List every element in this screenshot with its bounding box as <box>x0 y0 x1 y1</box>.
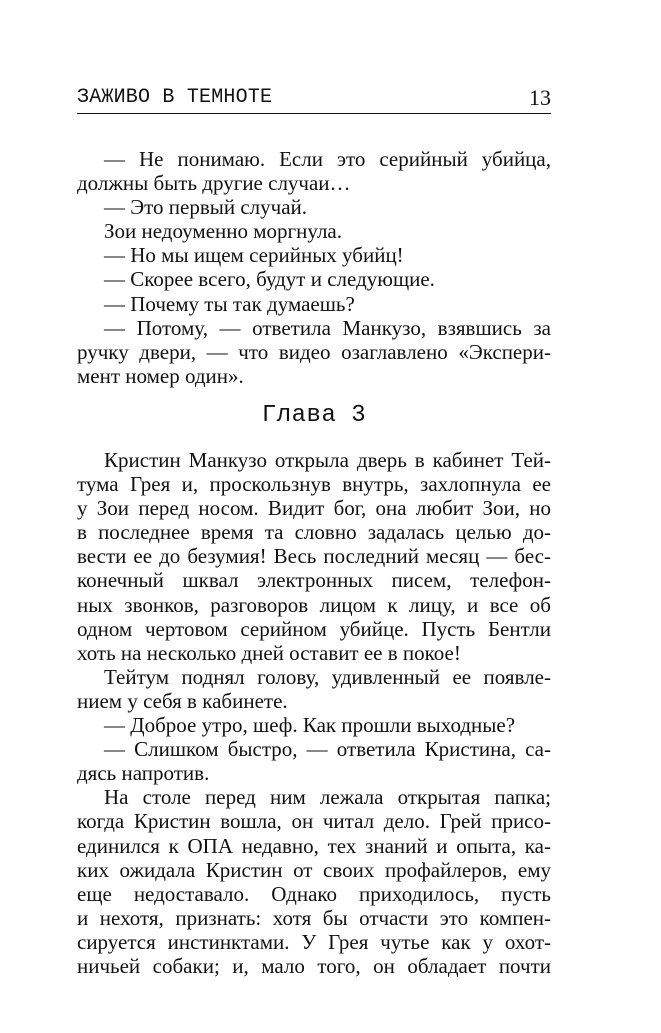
text-line: — Скорее всего, будут и следующие. <box>104 267 435 292</box>
text-line: — Доброе утро, шеф. Как прошли выходные? <box>104 713 516 738</box>
text-line: ничьей собаки; и, мало того, он обладает почти <box>77 953 551 978</box>
text-line: хоть на несколько дней оставит ее в покое! <box>77 640 461 665</box>
text-line: — Слишком быстро, — ответила Кристина, са- <box>104 737 551 762</box>
page-number: 13 <box>529 85 551 110</box>
text-line: — Не понимаю. Если это серийный убийца, <box>104 147 551 171</box>
text-line: вести ее до безумия! Весь последний месяц — бес- <box>77 544 551 569</box>
text-line: нием у себя в кабинете. <box>77 688 288 713</box>
text-line: единился к ОПА недавно, тех знаний и опыта, ка- <box>77 833 551 858</box>
text-line: Зои недоуменно моргнула. <box>104 219 343 244</box>
text-line: ких ожидала Кристин от своих профайлеров, ему <box>77 857 551 882</box>
text-line: — Почему ты так думаешь? <box>104 291 355 316</box>
running-header <box>77 83 551 114</box>
top-text-block <box>77 147 551 388</box>
text-line: конечный шквал электронных писем, телефон- <box>77 568 551 593</box>
text-line: сируется инстинктами. У Грея чутье как у охот- <box>77 929 551 954</box>
text-line: — Но мы ищем серийных убийц! <box>104 243 404 268</box>
text-line: одном чертовом серийном убийце. Пусть Бентли <box>77 616 551 641</box>
text-line: мент номер один». <box>77 363 244 388</box>
text-line: когда Кристин вошла, он читал дело. Грей присо- <box>77 809 551 834</box>
text-line: тума Грея и, проскользнув внутрь, захлопнула ее <box>77 472 551 497</box>
chapter-title: Глава 3 <box>261 402 367 429</box>
text-line: у Зои перед носом. Видит бог, она любит Зои, но <box>77 496 551 521</box>
text-line: еще недоставало. Однако приходилось, пусть <box>77 881 551 906</box>
text-line: ручку двери, — что видео озаглавлено «Экспери- <box>77 339 551 364</box>
text-line: — Это первый случай. <box>104 195 308 220</box>
text-line: — Потому, — ответила Манкузо, взявшись за <box>104 315 551 340</box>
text-line: дясь напротив. <box>77 761 210 786</box>
text-line: и нехотя, признать: хотя бы отчасти это компен- <box>77 905 551 930</box>
text-line: ных звонков, разговоров лицом к лицу, и все об <box>77 592 551 617</box>
text-line: должны быть другие случаи… <box>77 171 351 196</box>
text-line: На столе перед ним лежала открытая папка; <box>104 785 551 810</box>
text-line: Кристин Манкузо открыла дверь в кабинет Тей- <box>104 448 551 472</box>
text-line: Тейтум поднял голову, удивленный ее появле- <box>104 664 551 689</box>
text-line: в последнее время та словно задалась целью до- <box>77 520 551 545</box>
book-title: ЗАЖИВО В ТЕМНОТЕ <box>77 86 273 109</box>
bottom-text-block <box>77 448 551 978</box>
